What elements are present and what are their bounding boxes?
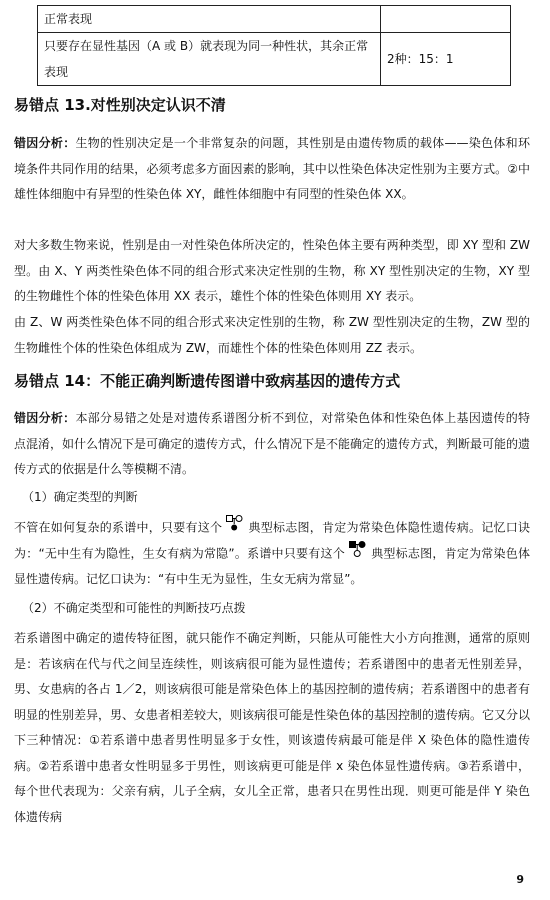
table-cell — [381, 6, 511, 33]
error-analysis-label: 错因分析： — [14, 411, 76, 425]
section-13-paragraph-2: 对大多数生物来说，性别是由一对性染色体所决定的，性染色体主要有两种类型，即 XY 型和 ZW 型。由 X、Y 两类性染色体不同的组合形式来决定性别的生物，称 XY 型性别决定的生物，XY 型的生物雌性个体的性染色体用 XX 表示，雄性个体的性染色体则用 XY 表示。 — [14, 238, 530, 303]
section-14-paragraph-2 — [14, 515, 530, 592]
pedigree-recessive-icon — [226, 515, 244, 541]
genetics-ratio-table — [37, 5, 511, 86]
paragraph-text: 典型标志图，肯定为常染色体隐性遗传病。记忆口诀为：“无中生有为隐性，生女有病为常隐”。系谱中只要有这个 — [14, 520, 530, 560]
error-analysis-label: 错因分析： — [14, 136, 76, 150]
page-number: 9 — [516, 873, 524, 886]
section-14-paragraph-3: 若系谱图中确定的遗传特征图，就只能作不确定判断，只能从可能性大小方向推测，通常的原则是：若该病在代与代之间呈连续性，则该病很可能为显性遗传；若系谱图中的患者无性别差异，男、女患病的各占 1／2，则该病很可能是常染色体上的基因控制的遗传病；若系谱图中的患者有明显的性别差异，男、女患者相差较大，则该病很可能是性染色体的基因控制的遗传病。它又分以下三种情况：①若系谱中患者男性明显多于女性，则该遗传病最可能是伴 X 染色体的隐性遗传病。②若系谱中患者女性明显多于男性，则该病更可能是伴 x 染色体显性遗传病。③若系谱中，每个世代表现为：父亲有病，儿子全病，女儿全正常，患者只在男性出现．则更可能是伴 Y 染色体遗传病 — [14, 631, 531, 824]
section-13-paragraph-3: 由 Z、W 两类性染色体不同的组合形式来决定性别的生物，称 ZW 型性别决定的生物，ZW 型的生物雌性个体的性染色体组成为 ZW，而雄性个体的性染色体则用 ZZ 表示。 — [14, 315, 530, 355]
subheading-determinate: （1）确定类型的判断 — [22, 490, 138, 504]
table-row — [38, 6, 511, 33]
paragraph-text: 生物的性别决定是一个非常复杂的问题，其性别是由遗传物质的载体——染色体和环境条件共同作用的结果，必须考虑多方面因素的影响，其中以性染色体决定性别为主要方式。②中雄性体细胞中有异型的性染色体 XY，雌性体细胞中有同型的性染色体 XX。 — [14, 136, 530, 201]
table-cell: 正常表现 — [38, 6, 381, 33]
paragraph-text: 不管在如何复杂的系谱中，只要有这个 — [14, 520, 223, 535]
section-13-title: 易错点 13.对性别决定认识不清 — [14, 96, 226, 114]
table-row — [38, 33, 511, 86]
paragraph-text: 本部分易错之处是对遗传系谱图分析不到位，对常染色体和性染色体上基因遗传的特点混淆，如什么情况下是可确定的遗传方式，什么情况下是不能确定的遗传方式，判断最可能的遗传方式的依据是什么等模糊不清。 — [14, 411, 531, 476]
table-cell: 2种：15：1 — [381, 33, 511, 86]
section-13-paragraph-1 — [14, 131, 530, 208]
section-14-paragraph-1 — [14, 406, 530, 483]
table-cell: 只要存在显性基因（A 或 B）就表现为同一种性状，其余正常表现 — [38, 33, 381, 86]
paragraph-text: 典型标志图，肯定为常染色体显性遗传病。记忆口诀为：“有中生无为显性，生女无病为常显”。 — [14, 546, 530, 586]
subheading-indeterminate: （2）不确定类型和可能性的判断技巧点拨 — [22, 601, 246, 615]
section-14-title: 易错点 14：不能正确判断遗传图谱中致病基因的遗传方式 — [14, 372, 401, 390]
pedigree-dominant-icon — [349, 541, 367, 567]
